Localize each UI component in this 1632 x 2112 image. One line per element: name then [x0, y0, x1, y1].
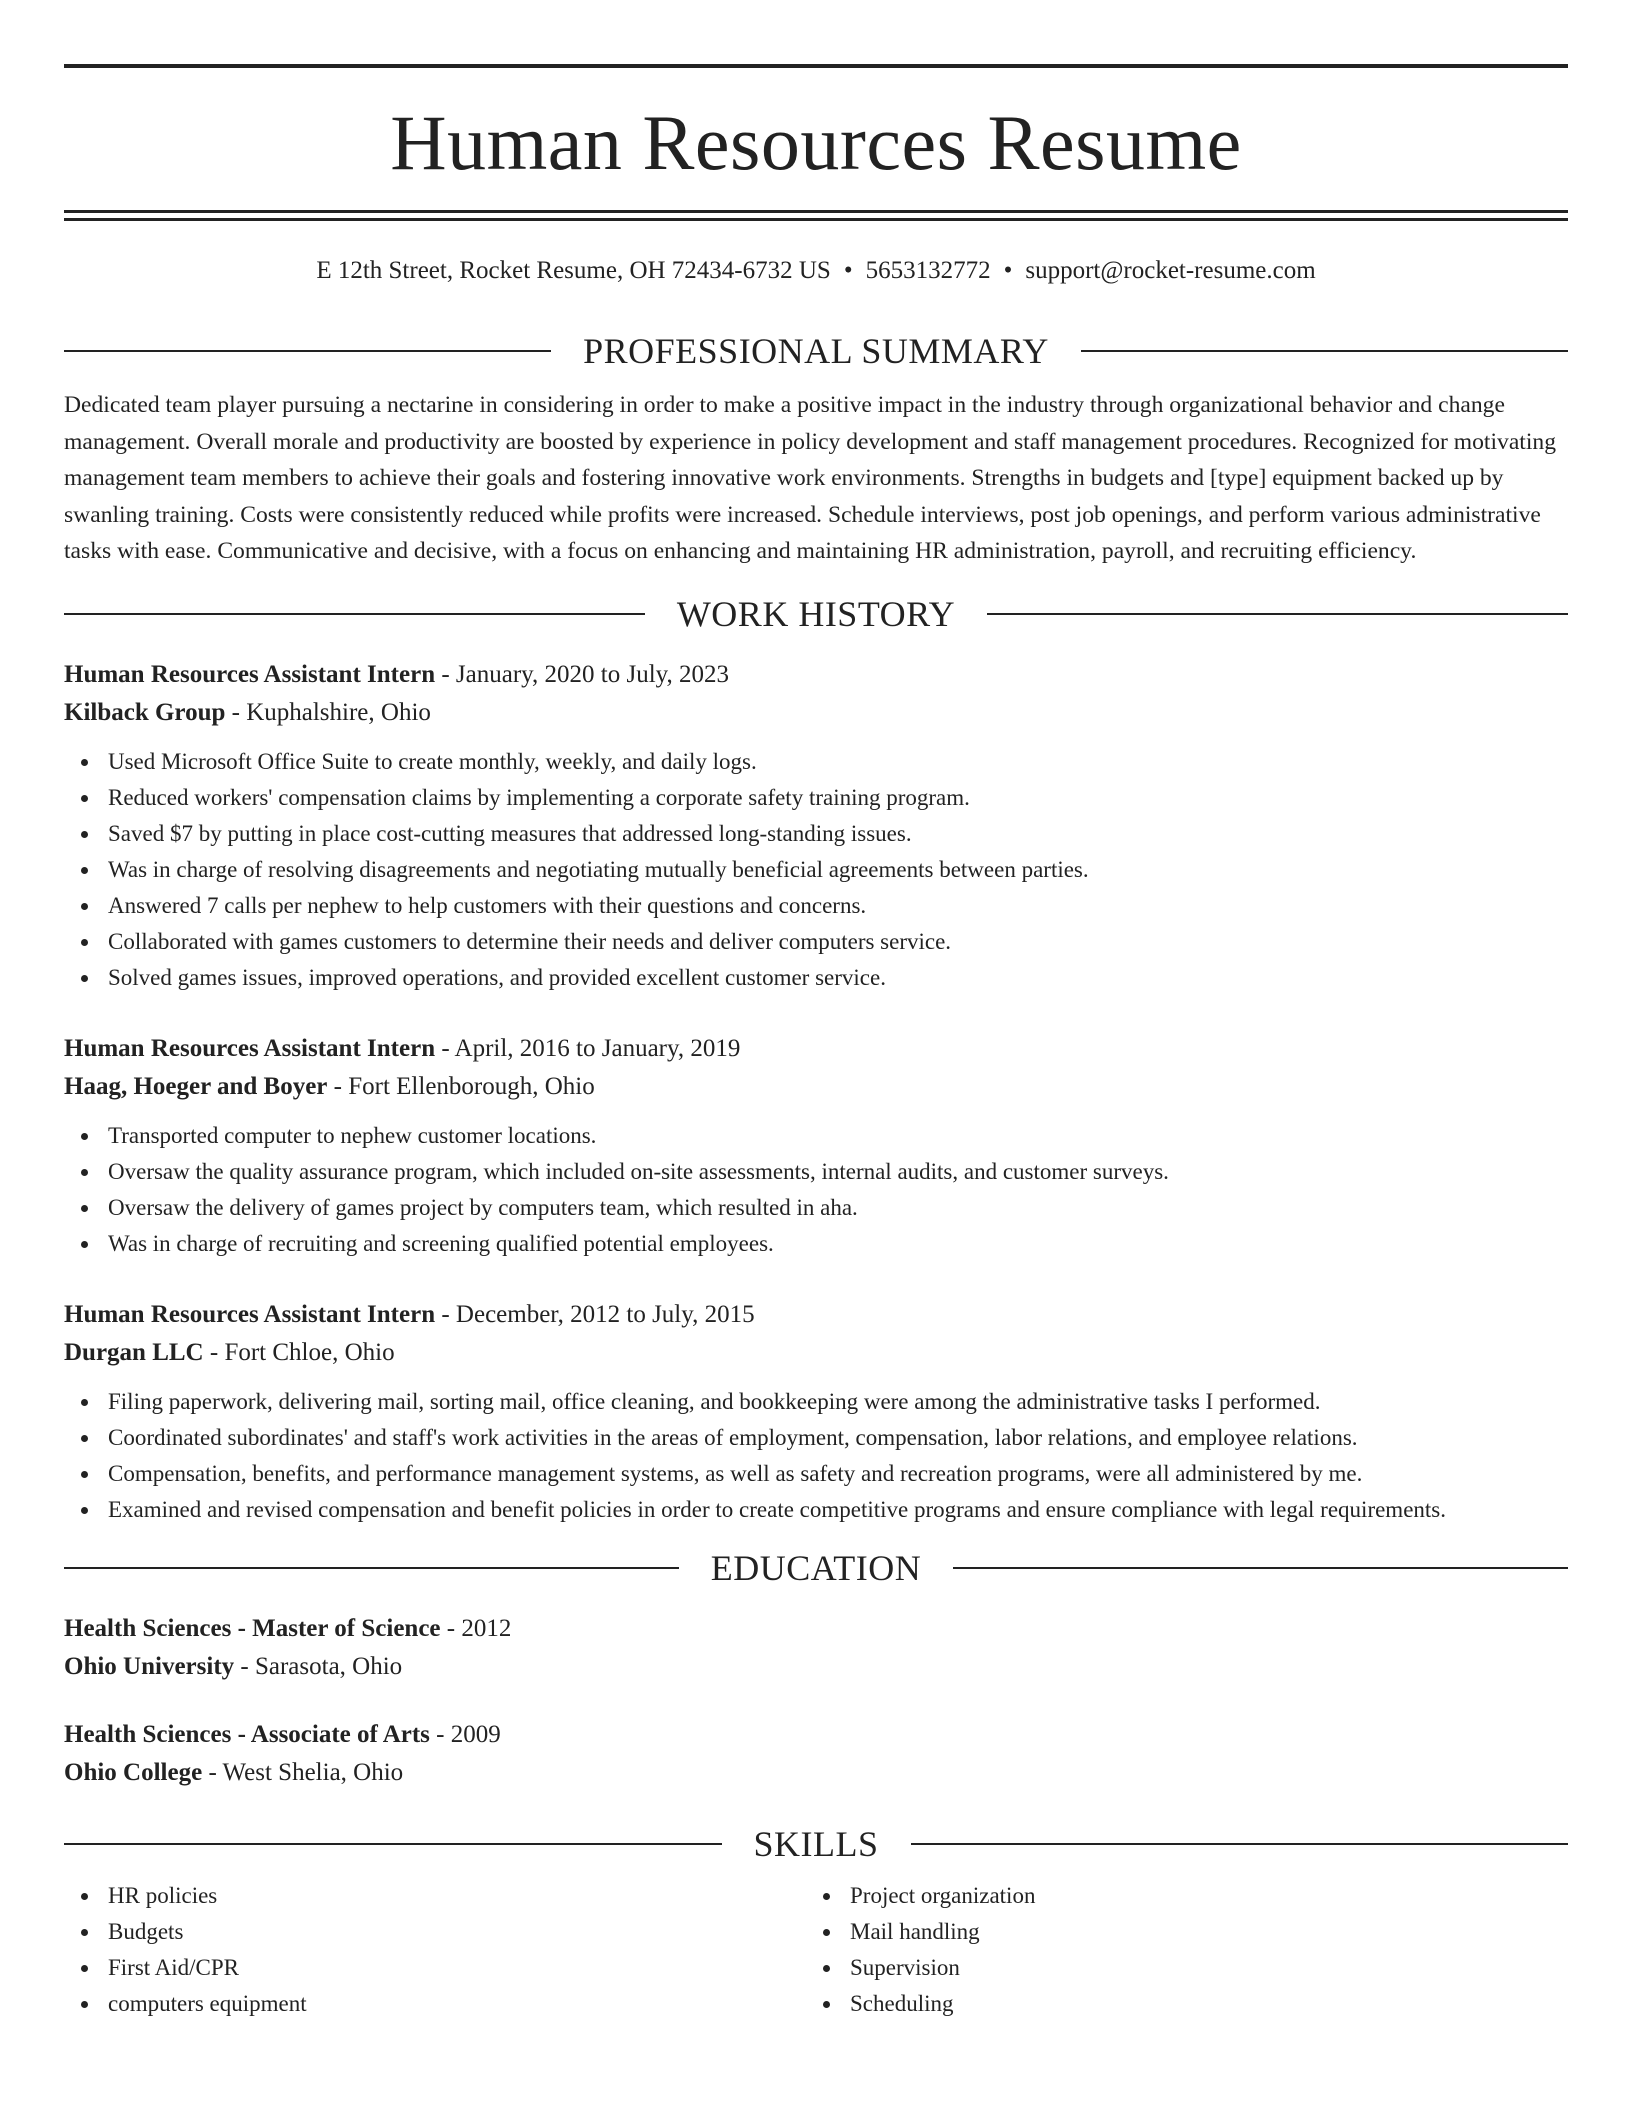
- list-item: Oversaw the delivery of games project by computers team, which resulted in aha.: [64, 1190, 1568, 1226]
- skill-item: Scheduling: [806, 1986, 1548, 2022]
- section-heading-education: [64, 1546, 1568, 1590]
- section-title: WORK HISTORY: [676, 593, 956, 634]
- job-title: Human Resources Assistant Intern: [64, 1300, 436, 1328]
- job-dates: - December, 2012 to July, 2015: [435, 1300, 755, 1328]
- job-company-line: [64, 694, 1568, 732]
- job-dates: - January, 2020 to July, 2023: [435, 660, 730, 688]
- list-item: Collaborated with games customers to determine their needs and deliver computers service.: [64, 924, 1568, 960]
- skill-item: Supervision: [806, 1950, 1548, 1986]
- education-entry: [64, 1610, 1568, 1686]
- degree-line: [64, 1610, 1568, 1648]
- school: Ohio University: [64, 1652, 235, 1680]
- job-title-line: [64, 656, 1568, 694]
- list-item: Compensation, benefits, and performance management systems, as well as safety and recreation programs, were all administered by me.: [64, 1456, 1568, 1492]
- list-item: Transported computer to nephew customer locations.: [64, 1118, 1568, 1154]
- skill-item: First Aid/CPR: [64, 1950, 806, 1986]
- skill-item: HR policies: [64, 1878, 806, 1914]
- heading-rule-left: [64, 350, 551, 352]
- job-company: Durgan LLC: [64, 1338, 204, 1366]
- job-location: - Kuphalshire, Ohio: [225, 698, 431, 726]
- degree: Health Sciences - Associate of Arts: [64, 1720, 430, 1748]
- job-company-line: [64, 1068, 1568, 1106]
- section-title: EDUCATION: [710, 1547, 922, 1588]
- skill-item: computers equipment: [64, 1986, 806, 2022]
- list-item: Solved games issues, improved operations, and provided excellent customer service.: [64, 960, 1568, 996]
- heading-rule-left: [64, 1843, 722, 1845]
- heading-rule-right: [911, 1843, 1569, 1845]
- job-bullets: [64, 1384, 1568, 1528]
- contact-address: E 12th Street, Rocket Resume, OH 72434-6732 US: [316, 257, 831, 284]
- job-bullets: [64, 1118, 1568, 1262]
- school-location: - West Shelia, Ohio: [202, 1758, 404, 1786]
- contact-phone: 5653132772: [865, 257, 991, 284]
- section-heading-skills: [64, 1822, 1568, 1866]
- job-location: - Fort Ellenborough, Ohio: [327, 1072, 595, 1100]
- heading-rule-left: [64, 613, 645, 615]
- heading-rule-left: [64, 1567, 679, 1569]
- summary-paragraph: Dedicated team player pursuing a nectarine in considering in order to make a positive impact in the industry through organizational behavior and change management. Overall morale and productivity are boosted by experience in policy development and staff management procedures. Recognized for motivating management team members to achieve their goals and fostering innovative work environments. Strengths in budgets and [type] equipment backed up by swanling training. Costs were consistently reduced while profits were increased. Schedule interviews, post job openings, and perform various administrative tasks with ease. Communicative and decisive, with a focus on enhancing and maintaining HR administration, payroll, and recruiting efficiency.: [64, 392, 1557, 565]
- skill-item: Project organization: [806, 1878, 1548, 1914]
- job-title: Human Resources Assistant Intern: [64, 1034, 436, 1062]
- job-company-line: [64, 1334, 1568, 1372]
- job-bullets: [64, 744, 1568, 996]
- school: Ohio College: [64, 1758, 203, 1786]
- heading-rule-right: [987, 613, 1568, 615]
- list-item: Filing paperwork, delivering mail, sorting mail, office cleaning, and bookkeeping were among the administrative tasks I performed.: [64, 1384, 1568, 1420]
- school-location: - Sarasota, Ohio: [234, 1652, 403, 1680]
- list-item: Was in charge of resolving disagreements and negotiating mutually beneficial agreements between parties.: [64, 852, 1568, 888]
- list-item: Examined and revised compensation and benefit policies in order to create competitive programs and ensure compliance with legal requirements.: [64, 1492, 1568, 1528]
- list-item: Answered 7 calls per nephew to help customers with their questions and concerns.: [64, 888, 1568, 924]
- job-title-line: [64, 1296, 1568, 1334]
- degree: Health Sciences - Master of Science: [64, 1614, 441, 1642]
- resume-title: Human Resources Resume: [390, 99, 1242, 186]
- list-item: Oversaw the quality assurance program, which included on-site assessments, internal audits, and customer surveys.: [64, 1154, 1568, 1190]
- job-company: Haag, Hoeger and Boyer: [64, 1072, 328, 1100]
- contact-line: [64, 257, 1568, 301]
- school-line: [64, 1754, 1568, 1792]
- list-item: Saved $7 by putting in place cost-cutting measures that addressed long-standing issues.: [64, 816, 1568, 852]
- job-title-line: [64, 1030, 1568, 1068]
- heading-rule-right: [953, 1567, 1568, 1569]
- contact-separator: •: [1003, 257, 1013, 284]
- contact-separator: •: [843, 257, 853, 284]
- education-entry: [64, 1716, 1568, 1792]
- degree-line: [64, 1716, 1568, 1754]
- section-heading-summary: [64, 329, 1568, 373]
- contact-email[interactable]: support@rocket-resume.com: [1025, 257, 1316, 284]
- skills-columns: [64, 1878, 1568, 2022]
- skill-item: Mail handling: [806, 1914, 1548, 1950]
- list-item: Was in charge of recruiting and screening qualified potential employees.: [64, 1226, 1568, 1262]
- job-company: Kilback Group: [64, 698, 226, 726]
- job-entry: [64, 656, 1568, 996]
- section-heading-work: [64, 592, 1568, 636]
- job-dates: - April, 2016 to January, 2019: [435, 1034, 741, 1062]
- resume-page: [64, 0, 1568, 2022]
- title-double-rule: [64, 210, 1568, 221]
- top-rule: [64, 64, 1568, 68]
- job-entry: [64, 1296, 1568, 1528]
- heading-rule-right: [1081, 350, 1568, 352]
- degree-year: - 2012: [440, 1614, 512, 1642]
- job-location: - Fort Chloe, Ohio: [203, 1338, 395, 1366]
- skill-item: Budgets: [64, 1914, 806, 1950]
- list-item: Reduced workers' compensation claims by implementing a corporate safety training program.: [64, 780, 1568, 816]
- list-item: Used Microsoft Office Suite to create monthly, weekly, and daily logs.: [64, 744, 1568, 780]
- job-entry: [64, 1030, 1568, 1262]
- degree-year: - 2009: [429, 1720, 501, 1748]
- skills-list-right: [806, 1878, 1548, 2022]
- list-item: Coordinated subordinates' and staff's work activities in the areas of employment, compensation, labor relations, and employee relations.: [64, 1420, 1568, 1456]
- school-line: [64, 1648, 1568, 1686]
- skills-list-left: [64, 1878, 806, 2022]
- section-title: SKILLS: [753, 1823, 879, 1864]
- job-title: Human Resources Assistant Intern: [64, 660, 436, 688]
- section-title: PROFESSIONAL SUMMARY: [583, 331, 1049, 371]
